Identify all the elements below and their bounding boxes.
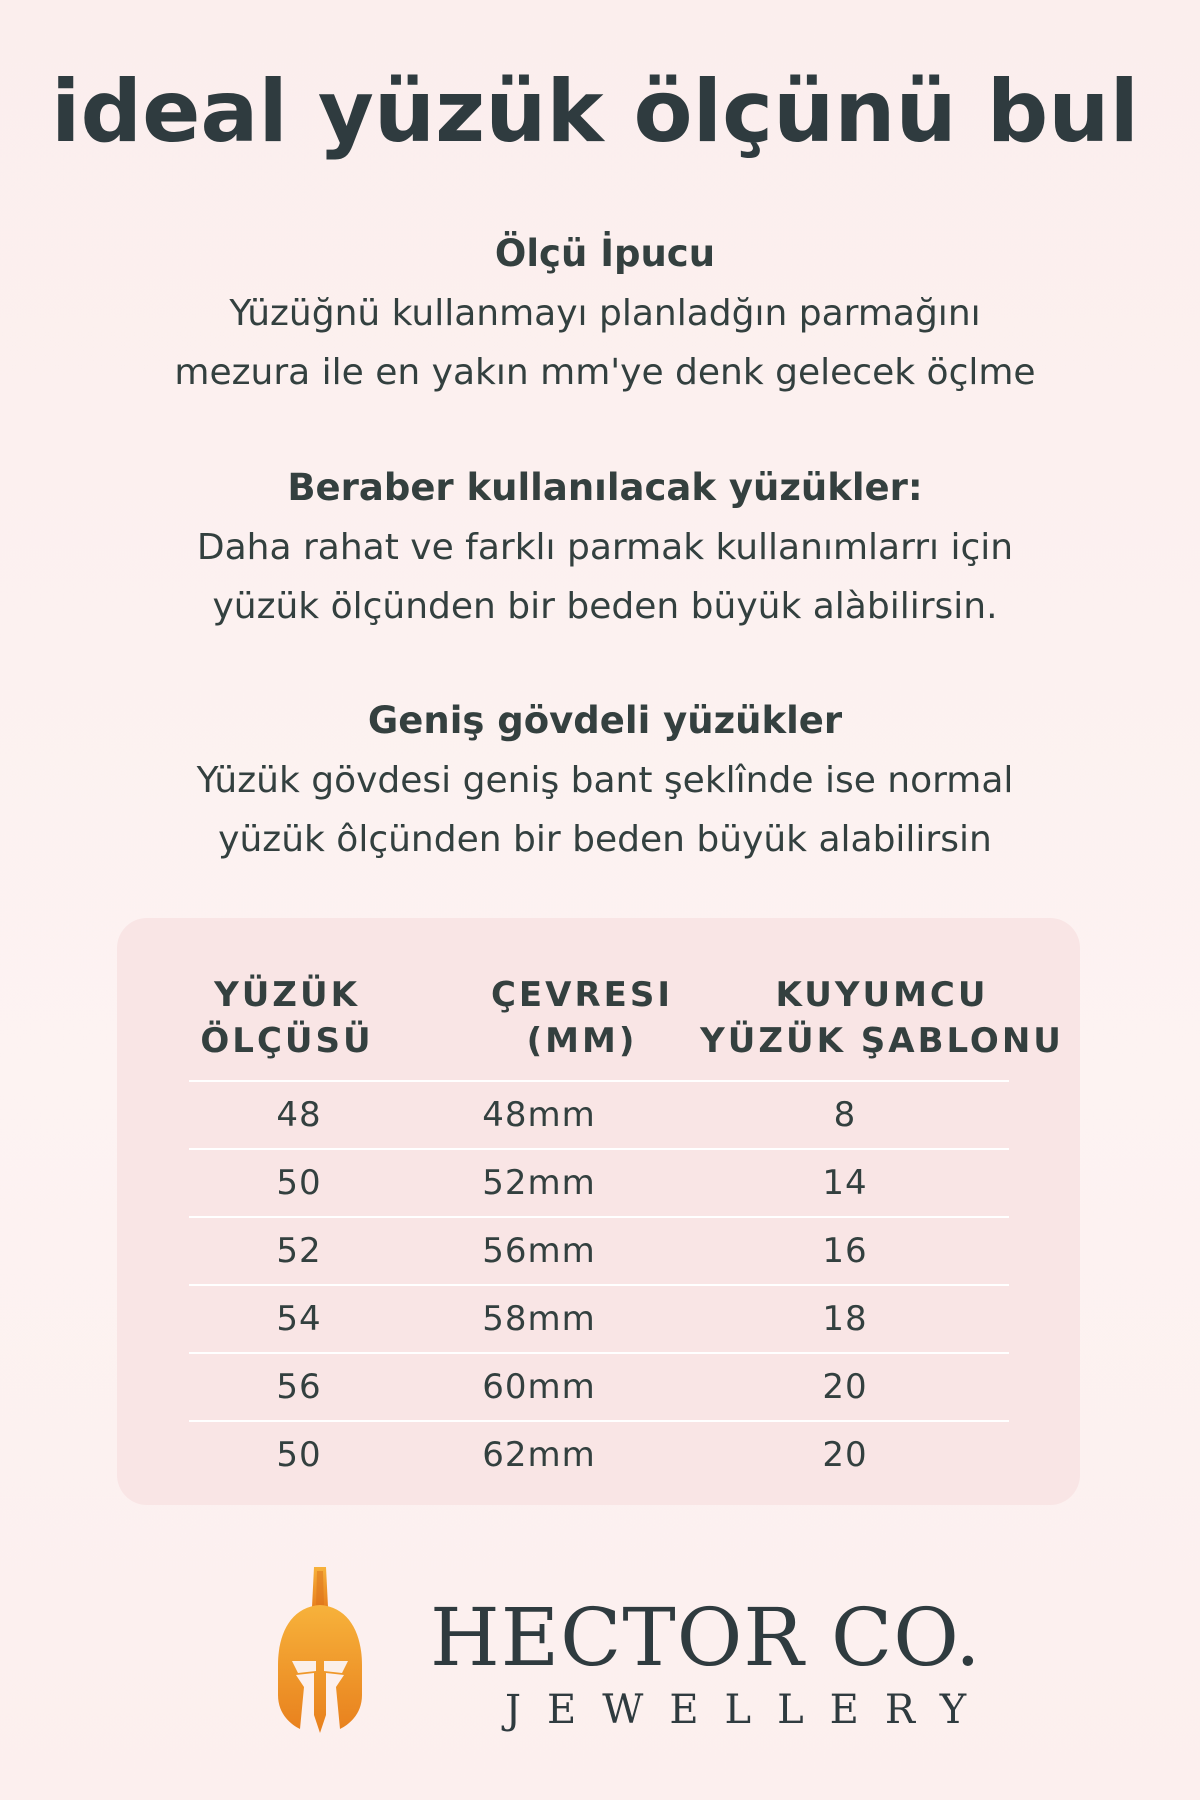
table-row <box>189 1352 1009 1420</box>
cell-template: 20 <box>822 1435 868 1475</box>
header-line: ÖLÇÜSÜ <box>200 1021 374 1061</box>
header-ring-size <box>157 972 417 1064</box>
cell-size: 50 <box>276 1163 322 1203</box>
cell-template: 16 <box>822 1231 868 1271</box>
brand-subtitle: JEWELLERY <box>505 1687 993 1733</box>
cell-template: 20 <box>822 1367 868 1407</box>
spartan-helmet-icon <box>270 1565 370 1735</box>
brand-logo <box>270 1565 993 1745</box>
tip-stacked-rings <box>0 462 1200 636</box>
table-row <box>189 1420 1009 1488</box>
tip-text <box>0 751 1200 869</box>
table-row <box>189 1148 1009 1216</box>
table-row <box>189 1284 1009 1352</box>
table-row <box>189 1216 1009 1284</box>
cell-circumference: 60mm <box>482 1367 596 1407</box>
header-line: (MM) <box>526 1021 638 1061</box>
tip-line: Daha rahat ve farklı parmak kullanımlarrı için <box>196 527 1014 568</box>
table-body <box>189 1080 1009 1488</box>
tip-line: yüzük ölçünden bir beden büyük alàbilirsin. <box>212 586 998 627</box>
tip-heading: Geniş gövdeli yüzükler <box>367 699 843 742</box>
tip-measure <box>0 228 1200 402</box>
tip-heading: Beraber kullanılacak yüzükler: <box>287 466 923 509</box>
header-circumference <box>452 972 712 1064</box>
tip-wide-band <box>0 695 1200 869</box>
table-row <box>189 1080 1009 1148</box>
cell-size: 54 <box>276 1299 322 1339</box>
tip-heading: Ölçü İpucu <box>494 232 716 275</box>
tip-line: Yüzük gövdesi geniş bant şeklînde ise normal <box>196 760 1014 801</box>
table-header <box>117 972 1080 1082</box>
tip-line: mezura ile en yakın mm'ye denk gelecek öçlme <box>174 352 1036 393</box>
cell-size: 56 <box>276 1367 322 1407</box>
cell-circumference: 52mm <box>482 1163 596 1203</box>
cell-template: 8 <box>833 1095 857 1135</box>
page-title: ideal yüzük ölçünü bul <box>51 62 1139 162</box>
cell-template: 18 <box>822 1299 868 1339</box>
header-line: KUYUMCU <box>775 975 989 1015</box>
cell-circumference: 48mm <box>482 1095 596 1135</box>
tip-text <box>0 284 1200 402</box>
cell-size: 52 <box>276 1231 322 1271</box>
header-line: ÇEVRESI <box>490 975 674 1015</box>
header-jeweller-template <box>692 972 1072 1064</box>
cell-circumference: 62mm <box>482 1435 596 1475</box>
tip-line: yüzük ôlçünden bir beden büyük alabilirsin <box>218 819 992 860</box>
tip-line: Yüzüğnü kullanmayı planladğın parmağını <box>229 293 981 334</box>
cell-circumference: 58mm <box>482 1299 596 1339</box>
tip-text <box>0 518 1200 636</box>
cell-size: 50 <box>276 1435 322 1475</box>
size-table <box>117 918 1080 1505</box>
brand-name: HECTOR CO. <box>430 1591 982 1684</box>
header-line: YÜZÜK ŞABLONU <box>700 1021 1064 1061</box>
cell-size: 48 <box>276 1095 322 1135</box>
header-line: YÜZÜK <box>214 975 360 1015</box>
cell-template: 14 <box>822 1163 868 1203</box>
cell-circumference: 56mm <box>482 1231 596 1271</box>
